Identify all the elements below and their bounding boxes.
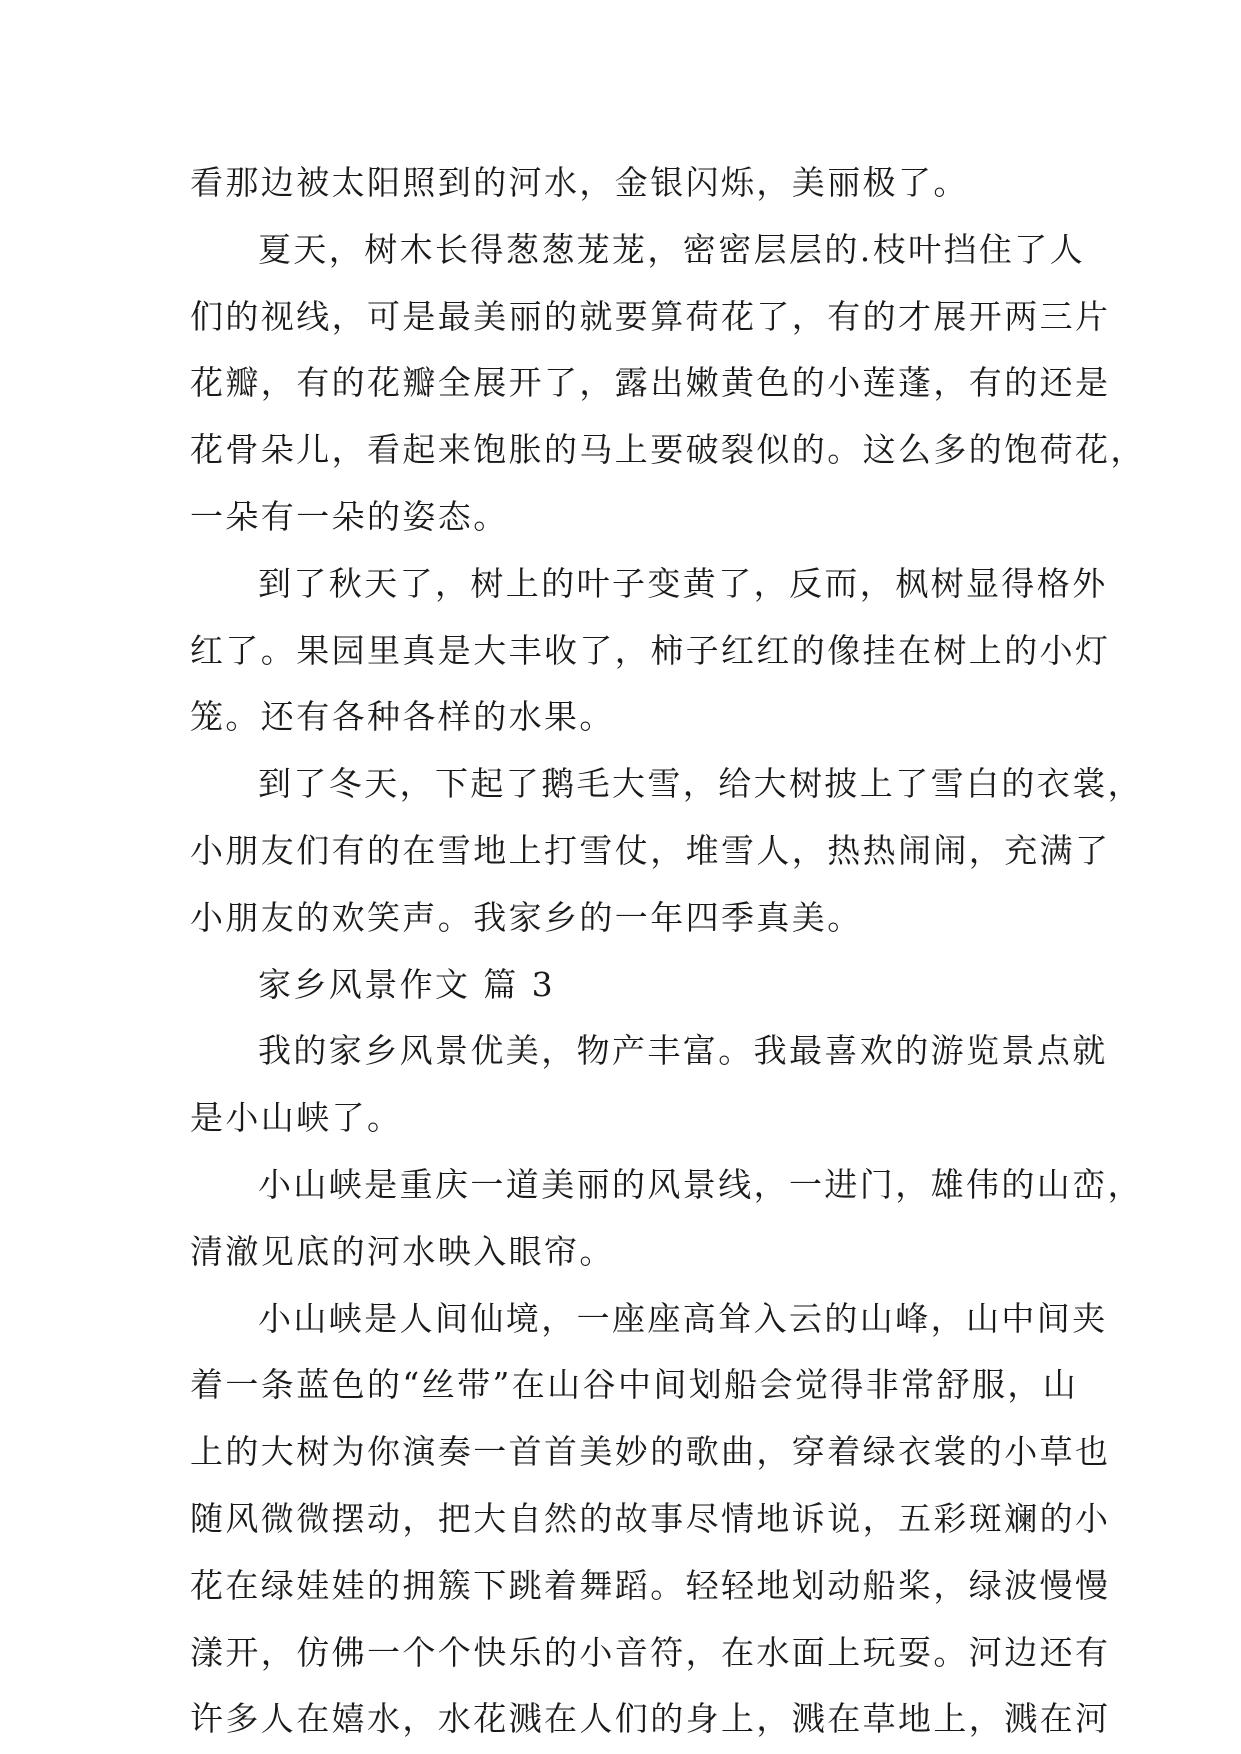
- text-line: 看那边被太阳照到的河水，金银闪烁，美丽极了。: [190, 163, 969, 202]
- text-line: 一朵有一朵的姿态。: [190, 496, 509, 536]
- document-body: [0, 150, 1241, 1753]
- paragraph: [0, 1286, 1241, 1754]
- paragraph: [0, 551, 1241, 751]
- text-line: 清澈见底的河水映入眼帘。: [190, 1231, 615, 1271]
- text-line: 花瓣，有的花瓣全展开了，露出嫩黄色的小莲蓬，有的还是: [190, 363, 1111, 403]
- text-line: 小朋友们有的在雪地上打雪仗，堆雪人，热热闹闹，充满了: [190, 830, 1111, 870]
- text-line: 小朋友的欢笑声。我家乡的一年四季真美。: [190, 897, 863, 937]
- text-line: 们的视线，可是最美丽的就要算荷花了，有的才展开两三片: [190, 296, 1111, 336]
- paragraph: [0, 217, 1241, 551]
- text-line: 家乡风景作文 篇 3: [258, 964, 555, 1004]
- text-line: 花骨朵儿，看起来饱胀的马上要破裂似的。这么多的饱荷花，: [190, 430, 1146, 470]
- text-line: 是小山峡了。: [190, 1098, 403, 1138]
- paragraph: [0, 952, 1241, 1019]
- text-line: 随风微微摆动，把大自然的故事尽情地诉说，五彩斑斓的小: [190, 1498, 1111, 1538]
- paragraph: [0, 1018, 1241, 1152]
- text-line: 夏天，树木长得葱葱茏茏，密密层层的.枝叶挡住了人: [258, 229, 1086, 269]
- paragraph: [0, 1152, 1241, 1286]
- text-line: 小山峡是人间仙境，一座座高耸入云的山峰，山中间夹: [258, 1298, 1108, 1338]
- text-line: 小山峡是重庆一道美丽的风景线，一进门，雄伟的山峦，: [258, 1164, 1143, 1204]
- text-line: 花在绿娃娃的拥簇下跳着舞蹈。轻轻地划动船桨，绿波慢慢: [190, 1565, 1111, 1605]
- text-line: 到了冬天，下起了鹅毛大雪，给大树披上了雪白的衣裳，: [258, 764, 1143, 804]
- text-line: 到了秋天了，树上的叶子变黄了，反而，枫树显得格外: [258, 563, 1108, 603]
- text-line: 上的大树为你演奏一首首美妙的歌曲，穿着绿衣裳的小草也: [190, 1432, 1111, 1472]
- text-line: 我的家乡风景优美，物产丰富。我最喜欢的游览景点就: [258, 1031, 1108, 1071]
- text-line: 笼。还有各种各样的水果。: [190, 697, 615, 737]
- text-line: 着一条蓝色的“丝带”在山谷中间划船会觉得非常舒服，山: [190, 1365, 1079, 1405]
- text-line: 许多人在嬉水，水花溅在人们的身上，溅在草地上，溅在河: [190, 1699, 1111, 1739]
- text-line: 红了。果园里真是大丰收了，柿子红红的像挂在树上的小灯: [190, 630, 1111, 670]
- paragraph: [0, 150, 1241, 217]
- text-line: 漾开，仿佛一个个快乐的小音符，在水面上玩耍。河边还有: [190, 1632, 1111, 1672]
- paragraph: [0, 751, 1241, 951]
